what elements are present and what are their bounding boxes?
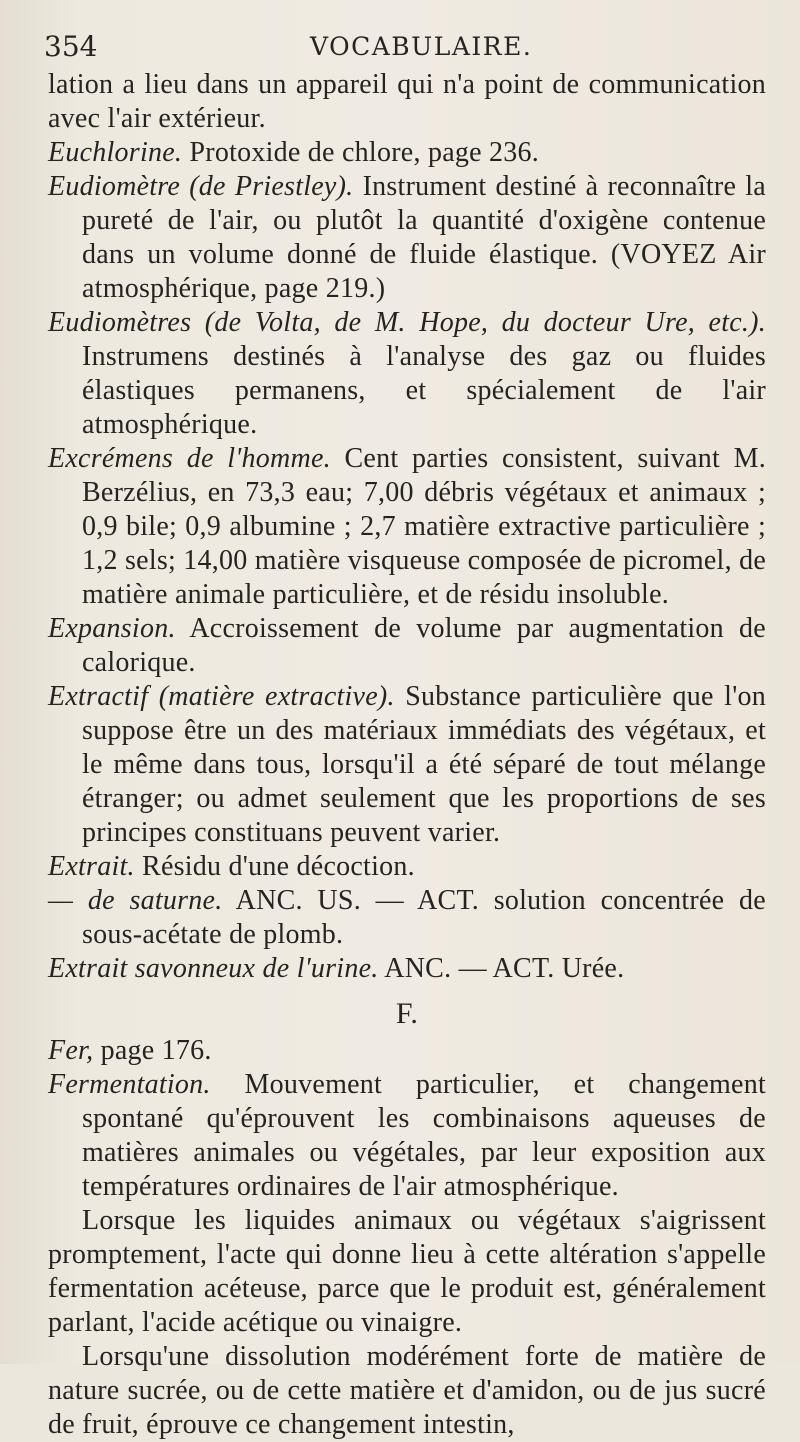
dictionary-entry	[48, 306, 766, 442]
entry-definition: Résidu d'une décoction.	[142, 851, 415, 882]
continued-text: lation a lieu dans un appareil qui n'a point de communication avec l'air extérieur.	[48, 69, 766, 134]
entry-definition: Mouvement particulier, et changement spontané qu'éprouvent les combinaisons aqueuses de matières animales ou végétales, par leur exposition aux températures ordinaires de l'air atmosphérique.	[82, 1069, 766, 1202]
entry-headword: Fer,	[48, 1035, 94, 1066]
running-head	[44, 26, 766, 68]
body-paragraph: Lorsqu'une dissolution modérément forte de matière de nature sucrée, ou de cette matière et d'amidon, ou de jus sucré de fruit, éprouve ce changement intestin,	[48, 1341, 766, 1440]
entry-headword: Extrait.	[48, 851, 135, 882]
dictionary-entry	[48, 884, 766, 952]
section-letter-f: F.	[395, 997, 419, 1030]
dictionary-entry	[48, 952, 766, 986]
entry-definition: Instrument destiné à reconnaître la pureté de l'air, ou plutôt la quantité d'oxigène contenue dans un volume donné de fluide élastique. (VOYEZ Air atmosphérique, page 219.)	[82, 171, 766, 304]
body-paragraph: Lorsque les liquides animaux ou végétaux s'aigrissent promptement, l'acte qui donne lieu à cette altération s'appelle fermentation acéteuse, parce que le produit est, généralement parlant, l'acide acétique ou vinaigre.	[48, 1205, 766, 1338]
entry-headword: Fermentation.	[48, 1069, 211, 1100]
entry-headword: Expansion.	[48, 613, 176, 644]
entry-definition: Substance particulière que l'on suppose être un des matériaux immédiats des végétaux, et le même dans tous, lorsqu'il a été séparé de tout mélange étranger; ou admet seulement que les proportions de ses principes constituans peuvent varier.	[82, 681, 766, 848]
entry-headword: Euchlorine.	[48, 137, 183, 168]
running-title: VOCABULAIRE.	[310, 32, 533, 61]
entry-headword: Eudiomètre (de Priestley).	[48, 171, 354, 202]
entry-definition: Protoxide de chlore, page 236.	[189, 137, 540, 168]
entry-definition: Accroissement de volume par augmentation de calorique.	[82, 613, 766, 678]
entry-definition: ANC. — ACT. Urée.	[384, 953, 625, 984]
entry-headword: Extractif (matière extractive).	[48, 681, 395, 712]
entries-f	[48, 1034, 766, 1204]
continuation-paragraphs	[48, 1204, 766, 1442]
dictionary-entry	[48, 136, 766, 170]
dictionary-entry	[48, 1034, 766, 1068]
dictionary-entry	[48, 680, 766, 850]
entry-headword: Excrémens de l'homme.	[48, 443, 331, 474]
entry-headword: Eudiomètres (de Volta, de M. Hope, du docteur Ure, etc.).	[48, 307, 766, 338]
entry-headword: Extrait savonneux de l'urine.	[48, 953, 379, 984]
entry-definition: Instrumens destinés à l'analyse des gaz ou fluides élastiques permanens, et spécialement de l'air atmosphérique.	[82, 341, 766, 440]
entry-definition: ANC. US. — ACT. solution concentrée de sous-acétate de plomb.	[82, 885, 766, 950]
dictionary-entry	[48, 442, 766, 612]
dictionary-entry	[48, 612, 766, 680]
dictionary-entry	[48, 850, 766, 884]
entries-e	[48, 136, 766, 986]
entry-headword: — de saturne.	[48, 885, 223, 916]
entry-definition: page 176.	[100, 1035, 212, 1066]
dictionary-entry	[48, 1068, 766, 1204]
entry-definition: Cent parties consistent, suivant M. Berzélius, en 73,3 eau; 7,00 débris végétaux et animaux ; 0,9 bile; 0,9 albumine ; 2,7 matière extractive particulière ; 1,2 sels; 14,00 matière visqueuse composée de picromel, de matière animale particulière, et de résidu insoluble.	[82, 443, 766, 610]
dictionary-entry	[48, 170, 766, 306]
page-body	[48, 68, 766, 1442]
page-number: 354	[44, 30, 98, 63]
